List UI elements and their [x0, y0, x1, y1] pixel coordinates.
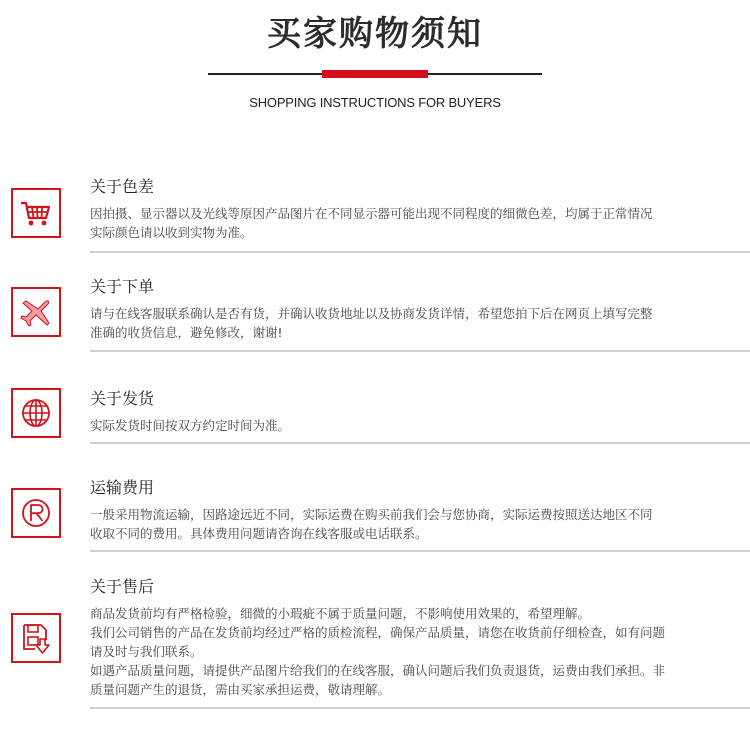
section-title: 关于发货: [90, 389, 155, 408]
section-body: [90, 204, 730, 242]
section-line: 实际发货时间按双方约定时间为准。: [90, 418, 291, 433]
section-line: 请及时与我们联系。: [90, 644, 203, 659]
page-subtitle: SHOPPING INSTRUCTIONS FOR BUYERS: [249, 95, 501, 110]
section-line: 商品发货前均有严格检验，细微的小瑕疵不属于质量问题，不影响使用效果的，希望理解。: [90, 606, 591, 621]
page-title: 买家购物须知: [267, 14, 483, 54]
section-body: [90, 505, 730, 543]
section-title: 关于售后: [90, 577, 155, 596]
section-divider: [90, 442, 750, 444]
download-save-icon: [11, 613, 61, 663]
section-body: [90, 304, 730, 342]
airplane-icon: [11, 287, 61, 337]
registered-icon: [11, 488, 61, 538]
section-line: 因拍摄、显示器以及光线等原因产品图片在不同显示器可能出现不同程度的细微色差，均属于正常情况: [90, 206, 653, 221]
shopping-cart-icon: [11, 188, 61, 238]
section-line: 请与在线客服联系确认是否有货，并确认收货地址以及协商发货详情，希望您拍下后在网页上填写完整: [90, 306, 653, 321]
section-line: 如遇产品质量问题，请提供产品图片给我们的在线客服，确认问题后我们负责退货，运费由我们承担。非: [90, 663, 666, 678]
section-body: [90, 604, 730, 699]
section-title: 运输费用: [90, 478, 155, 497]
section-title: 关于色差: [90, 177, 155, 196]
section-line: 准确的收货信息，避免修改，谢谢!: [90, 325, 283, 340]
section-divider: [90, 707, 750, 709]
section-line: 一般采用物流运输，因路途远近不同，实际运费在购买前我们会与您协商，实际运费按照送达地区不同: [90, 507, 653, 522]
section-divider: [90, 350, 750, 352]
section-body: [90, 416, 730, 435]
section-title: 关于下单: [90, 277, 155, 296]
section-divider: [90, 550, 750, 552]
section-divider: [90, 251, 750, 253]
title-underline-accent: [322, 70, 428, 78]
section-line: 实际颜色请以收到实物为准。: [90, 225, 253, 240]
section-line: 收取不同的费用。具体费用问题请咨询在线客服或电话联系。: [90, 526, 428, 541]
section-line: 我们公司销售的产品在发货前均经过严格的质检流程，确保产品质量，请您在收货前仔细检查，如有问题: [90, 625, 666, 640]
globe-icon: [11, 388, 61, 438]
section-line: 质量问题产生的退货，需由买家承担运费，敬请理解。: [90, 682, 391, 697]
